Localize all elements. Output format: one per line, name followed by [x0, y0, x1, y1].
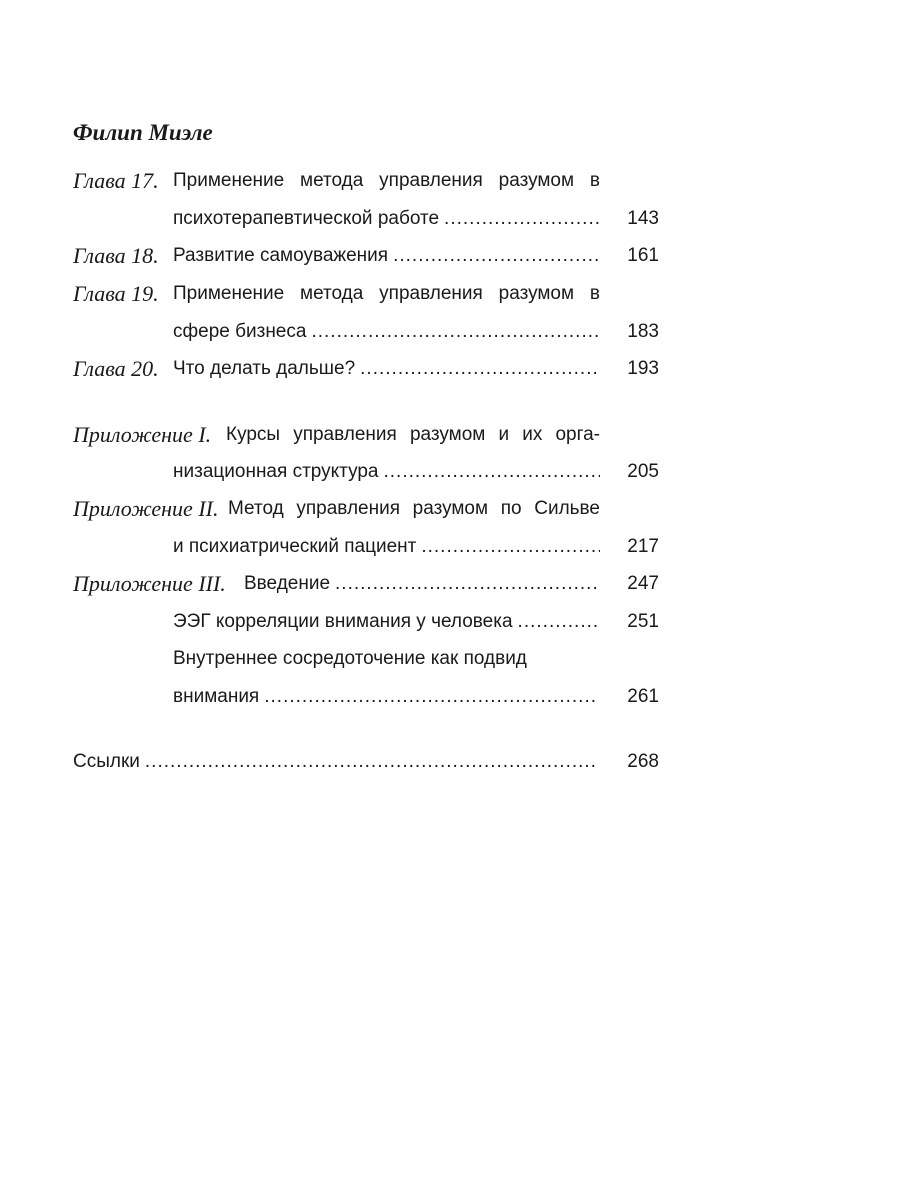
appendix-3-title: Введение — [244, 573, 331, 594]
chapter-17-title-line1: Применение метода управления разумом в — [173, 170, 600, 191]
chapter-20-page: 193 — [627, 358, 659, 379]
appendix-3-sub2-page: 261 — [627, 686, 659, 707]
appendix-1-title-line2: низационная структура — [173, 461, 379, 482]
references-entry — [73, 747, 595, 777]
appendix-3-page: 247 — [627, 573, 659, 594]
chapter-18-label: Глава 18. — [73, 243, 159, 268]
appendix-3-sub2-title-line1: Внутреннее сосредоточение как подвид — [173, 648, 527, 669]
chapter-20-title: Что делать дальше? — [173, 358, 356, 379]
dot-leader — [444, 204, 600, 234]
appendix-1-entry — [173, 457, 600, 487]
appendix-2-title-line2: и психиатрический пациент — [173, 536, 417, 557]
appendix-3-entry — [244, 569, 600, 599]
chapter-19-entry — [173, 317, 600, 347]
appendix-2-label: Приложение II. — [73, 496, 219, 521]
chapter-20-label: Глава 20. — [73, 356, 159, 381]
dot-leader — [264, 682, 595, 712]
dot-leader — [393, 241, 600, 271]
dot-leader — [518, 607, 600, 637]
chapter-18-page: 161 — [627, 245, 659, 266]
appendix-1-label: Приложение I. — [73, 422, 212, 447]
references-title: Ссылки — [73, 751, 140, 772]
chapter-18-entry — [173, 241, 600, 271]
chapter-19-label: Глава 19. — [73, 281, 159, 306]
author-heading: Филип Миэле — [73, 120, 213, 145]
appendix-3-sub1-entry — [173, 607, 600, 637]
appendix-3-sub2-entry — [173, 682, 595, 712]
dot-leader — [335, 569, 600, 599]
chapter-17-entry — [173, 204, 600, 234]
dot-leader — [145, 747, 595, 777]
dot-leader — [311, 317, 600, 347]
chapter-19-page: 183 — [627, 321, 659, 342]
appendix-2-page: 217 — [627, 536, 659, 557]
dot-leader — [383, 457, 600, 487]
chapter-20-entry — [173, 354, 600, 384]
chapter-19-title-line1: Применение метода управления разумом в — [173, 283, 600, 304]
appendix-3-sub1-title: ЭЭГ корреляции внимания у человека — [173, 611, 513, 632]
references-page: 268 — [627, 751, 659, 772]
appendix-2-entry — [173, 532, 600, 562]
appendix-3-label: Приложение III. — [73, 571, 226, 596]
chapter-17-label: Глава 17. — [73, 168, 159, 193]
appendix-1-title-line1: Курсы управления разумом и их орга- — [226, 424, 600, 445]
dot-leader — [360, 354, 600, 384]
chapter-18-title: Развитие самоуважения — [173, 245, 389, 266]
appendix-2-title-line1: Метод управления разумом по Сильве — [228, 498, 600, 519]
chapter-17-page: 143 — [627, 208, 659, 229]
chapter-19-title-line2: сфере бизнеса — [173, 321, 307, 342]
chapter-17-title-line2: психотерапевтической работе — [173, 208, 440, 229]
appendix-1-page: 205 — [627, 461, 659, 482]
appendix-3-sub1-page: 251 — [627, 611, 659, 632]
appendix-3-sub2-title-line2: внимания — [173, 686, 260, 707]
dot-leader — [421, 532, 600, 562]
